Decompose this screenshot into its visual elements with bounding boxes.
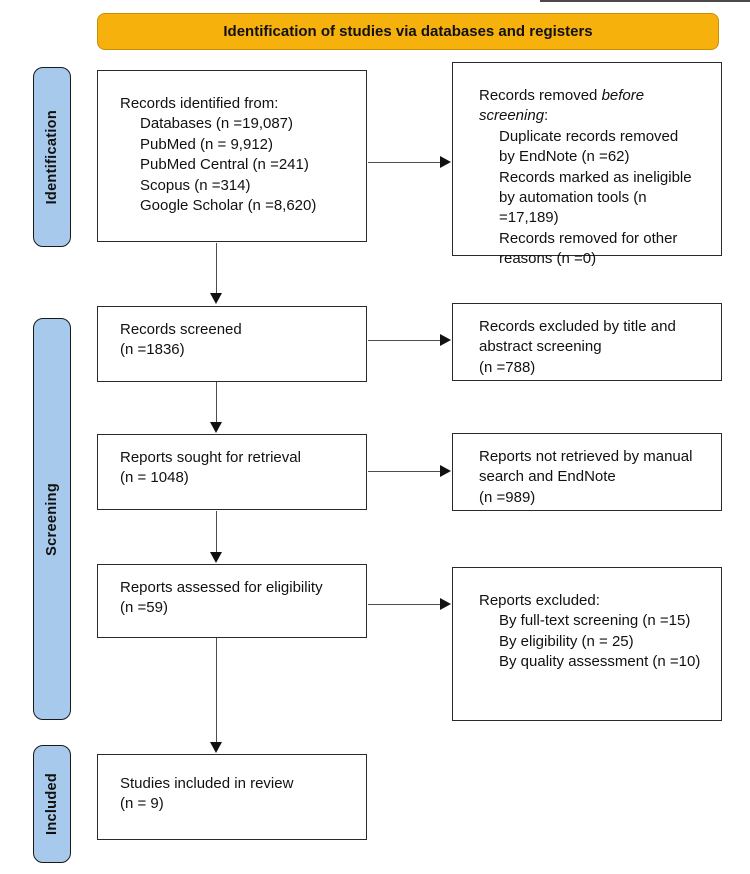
stage-included-label: Included bbox=[44, 772, 60, 835]
records-removed-title-prefix: Records removed bbox=[479, 87, 602, 104]
records-identified-item: Databases (n =19,087) bbox=[140, 115, 294, 133]
records-screened-line1: Records screened bbox=[120, 321, 242, 338]
box-studies-included bbox=[97, 754, 367, 840]
banner-title: Identification of studies via databases and registers bbox=[223, 23, 593, 40]
box-records-excluded bbox=[452, 303, 722, 381]
reports-not-retrieved-line1: Reports not retrieved by manual search and EndNote bbox=[479, 448, 693, 486]
stage-screening bbox=[33, 318, 71, 720]
reports-excluded-item: By eligibility (n = 25) bbox=[499, 632, 634, 650]
reports-assessed-line2: (n =59) bbox=[120, 599, 168, 617]
stage-identification bbox=[33, 67, 71, 247]
arrow-screened-to-sought bbox=[210, 382, 223, 433]
records-removed-title bbox=[479, 86, 697, 127]
reports-excluded-title: Reports excluded: bbox=[479, 592, 600, 609]
reports-not-retrieved-line2: (n =989) bbox=[479, 488, 536, 506]
arrow-sought-to-assessed bbox=[210, 511, 223, 563]
arrow-assessed-to-included bbox=[210, 638, 223, 753]
box-reports-assessed bbox=[97, 564, 367, 638]
studies-included-line1: Studies included in review bbox=[120, 775, 294, 792]
reports-excluded-item: By quality assessment (n =10) bbox=[499, 653, 701, 671]
records-identified-item: PubMed (n = 9,912) bbox=[140, 135, 274, 153]
box-records-screened bbox=[97, 306, 367, 382]
studies-included-line2: (n = 9) bbox=[120, 795, 164, 813]
box-records-identified bbox=[97, 70, 367, 242]
reports-sought-line1: Reports sought for retrieval bbox=[120, 449, 301, 466]
top-border-line bbox=[540, 0, 750, 2]
records-excluded-line1: Records excluded by title and abstract screening bbox=[479, 318, 676, 356]
stage-screening-label: Screening bbox=[44, 482, 60, 556]
reports-sought-line2: (n = 1048) bbox=[120, 469, 189, 487]
records-removed-item: Records marked as ineligible by automation tools (n =17,189) bbox=[499, 168, 692, 227]
arrow-sought-to-not-retrieved bbox=[368, 465, 451, 478]
arrow-screened-to-excluded bbox=[368, 334, 451, 347]
records-screened-line2: (n =1836) bbox=[120, 341, 185, 359]
box-reports-not-retrieved bbox=[452, 433, 722, 511]
reports-assessed-line1: Reports assessed for eligibility bbox=[120, 579, 323, 596]
records-excluded-line2: (n =788) bbox=[479, 358, 536, 376]
stage-included bbox=[33, 745, 71, 863]
arrow-identified-to-screened bbox=[210, 243, 223, 304]
records-identified-item: PubMed Central (n =241) bbox=[140, 156, 309, 174]
records-removed-title-italic: before screening bbox=[479, 87, 645, 125]
records-identified-item: Scopus (n =314) bbox=[140, 176, 251, 194]
box-reports-sought bbox=[97, 434, 367, 510]
records-identified-item: Google Scholar (n =8,620) bbox=[140, 196, 317, 214]
arrow-identified-to-removed bbox=[368, 156, 451, 169]
box-reports-excluded bbox=[452, 567, 722, 721]
box-records-removed bbox=[452, 62, 722, 268]
stage-identification-label: Identification bbox=[44, 109, 60, 205]
banner bbox=[97, 13, 719, 50]
reports-excluded-item: By full-text screening (n =15) bbox=[499, 612, 691, 630]
arrow-assessed-to-excluded bbox=[368, 598, 451, 611]
records-removed-item: Duplicate records removed by EndNote (n =62) bbox=[499, 127, 679, 166]
records-identified-title: Records identified from: bbox=[120, 95, 279, 112]
records-removed-title-suffix: : bbox=[544, 107, 549, 125]
records-removed-item: Records removed for other reasons (n =0) bbox=[499, 229, 678, 268]
